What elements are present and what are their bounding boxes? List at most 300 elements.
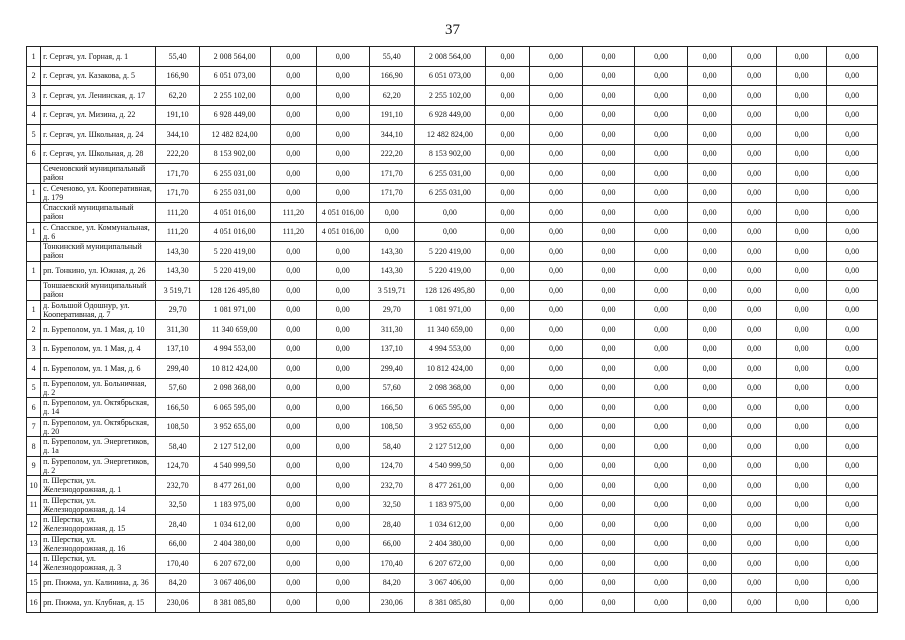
- row-number-cell: 4: [27, 105, 41, 125]
- value-cell: 0,00: [687, 86, 731, 106]
- value-cell: 1 081 971,00: [415, 300, 486, 320]
- value-cell: 0,00: [732, 417, 776, 437]
- value-cell: 62,20: [156, 86, 199, 106]
- value-cell: 0,00: [687, 261, 731, 281]
- value-cell: 6 051 073,00: [415, 66, 486, 86]
- value-cell: 0,00: [732, 573, 776, 593]
- value-cell: 137,10: [156, 339, 199, 359]
- value-cell: 124,70: [156, 456, 199, 476]
- value-cell: 2 255 102,00: [415, 86, 486, 106]
- value-cell: 0,00: [732, 222, 776, 242]
- value-cell: 0,00: [827, 339, 878, 359]
- table-row: [27, 203, 878, 223]
- value-cell: 12 482 824,00: [415, 125, 486, 145]
- table-row: [27, 359, 878, 379]
- value-cell: 0,00: [530, 242, 583, 262]
- value-cell: 6 255 031,00: [199, 164, 270, 184]
- value-cell: 0,00: [635, 554, 688, 574]
- value-cell: 0,00: [530, 515, 583, 535]
- value-cell: 0,00: [317, 183, 370, 203]
- value-cell: 0,00: [582, 534, 635, 554]
- value-cell: 0,00: [530, 437, 583, 457]
- table-row: [27, 456, 878, 476]
- address-cell: п. Шерстки, ул. Железнодорожная, д. 15: [41, 515, 156, 535]
- value-cell: 0,00: [827, 86, 878, 106]
- value-cell: 0,00: [635, 261, 688, 281]
- value-cell: 0,00: [530, 300, 583, 320]
- row-number-cell: 3: [27, 339, 41, 359]
- value-cell: 0,00: [635, 398, 688, 418]
- value-cell: 0,00: [270, 359, 316, 379]
- value-cell: 0,00: [732, 495, 776, 515]
- value-cell: 0,00: [530, 554, 583, 574]
- value-cell: 0,00: [635, 437, 688, 457]
- value-cell: 0,00: [827, 105, 878, 125]
- value-cell: 0,00: [530, 495, 583, 515]
- value-cell: 0,00: [635, 66, 688, 86]
- value-cell: 0,00: [687, 144, 731, 164]
- value-cell: 0,00: [827, 300, 878, 320]
- value-cell: 0,00: [582, 66, 635, 86]
- value-cell: 0,00: [270, 476, 316, 496]
- value-cell: 0,00: [776, 105, 827, 125]
- address-cell: п. Шерстки, ул. Железнодорожная, д. 1: [41, 476, 156, 496]
- value-cell: 0,00: [270, 47, 316, 67]
- value-cell: 0,00: [317, 300, 370, 320]
- row-number-cell: 14: [27, 554, 41, 574]
- address-cell: рп. Пижма, ул. Калинина, д. 36: [41, 573, 156, 593]
- value-cell: 5 220 419,00: [199, 261, 270, 281]
- value-cell: 0,00: [776, 398, 827, 418]
- value-cell: 2 008 564,00: [415, 47, 486, 67]
- value-cell: 0,00: [732, 242, 776, 262]
- table-row: [27, 534, 878, 554]
- value-cell: 0,00: [530, 47, 583, 67]
- value-cell: 0,00: [582, 417, 635, 437]
- value-cell: 0,00: [582, 398, 635, 418]
- value-cell: 232,70: [156, 476, 199, 496]
- value-cell: 32,50: [369, 495, 414, 515]
- value-cell: 0,00: [530, 183, 583, 203]
- value-cell: 2 098 368,00: [199, 378, 270, 398]
- value-cell: 6 255 031,00: [415, 183, 486, 203]
- value-cell: 128 126 495,80: [415, 281, 486, 301]
- value-cell: 222,20: [156, 144, 199, 164]
- value-cell: 0,00: [827, 183, 878, 203]
- value-cell: 0,00: [776, 456, 827, 476]
- value-cell: 230,06: [369, 593, 414, 613]
- table-row: [27, 125, 878, 145]
- address-cell: г. Сергач, ул. Ленинская, д. 17: [41, 86, 156, 106]
- value-cell: 0,00: [687, 300, 731, 320]
- value-cell: 0,00: [776, 242, 827, 262]
- value-cell: 1 183 975,00: [415, 495, 486, 515]
- value-cell: 222,20: [369, 144, 414, 164]
- value-cell: 0,00: [485, 320, 529, 340]
- address-cell: п. Буреполом, ул. 1 Мая, д. 10: [41, 320, 156, 340]
- address-cell: п. Буреполом, ул. 1 Мая, д. 4: [41, 339, 156, 359]
- value-cell: 0,00: [687, 164, 731, 184]
- value-cell: 1 034 612,00: [199, 515, 270, 535]
- value-cell: 0,00: [827, 242, 878, 262]
- value-cell: 0,00: [635, 534, 688, 554]
- value-cell: 0,00: [827, 456, 878, 476]
- value-cell: 0,00: [530, 398, 583, 418]
- value-cell: 0,00: [485, 534, 529, 554]
- table-row: [27, 261, 878, 281]
- value-cell: 2 404 380,00: [199, 534, 270, 554]
- value-cell: 5 220 419,00: [415, 242, 486, 262]
- value-cell: 0,00: [732, 320, 776, 340]
- value-cell: 111,20: [156, 203, 199, 223]
- value-cell: 0,00: [635, 281, 688, 301]
- value-cell: 0,00: [687, 125, 731, 145]
- value-cell: 0,00: [776, 320, 827, 340]
- page-number: 37: [445, 22, 460, 38]
- value-cell: 0,00: [317, 105, 370, 125]
- address-cell: г. Сергач, ул. Горная, д. 1: [41, 47, 156, 67]
- table-row: [27, 242, 878, 262]
- value-cell: 29,70: [156, 300, 199, 320]
- row-number-cell: 6: [27, 144, 41, 164]
- address-cell: Тонкинский муниципальный район: [41, 242, 156, 262]
- value-cell: 0,00: [827, 476, 878, 496]
- value-cell: 0,00: [317, 359, 370, 379]
- value-cell: 8 477 261,00: [415, 476, 486, 496]
- value-cell: 0,00: [582, 593, 635, 613]
- row-number-cell: 10: [27, 476, 41, 496]
- value-cell: 0,00: [582, 261, 635, 281]
- value-cell: 0,00: [485, 242, 529, 262]
- table-row: [27, 183, 878, 203]
- address-cell: Спасский муниципальный район: [41, 203, 156, 223]
- value-cell: 0,00: [635, 47, 688, 67]
- table-body: [27, 47, 878, 613]
- value-cell: 0,00: [530, 320, 583, 340]
- value-cell: 0,00: [776, 593, 827, 613]
- value-cell: 0,00: [687, 476, 731, 496]
- value-cell: 0,00: [270, 398, 316, 418]
- value-cell: 0,00: [317, 144, 370, 164]
- table-row: [27, 281, 878, 301]
- table-row: [27, 437, 878, 457]
- value-cell: 0,00: [530, 593, 583, 613]
- value-cell: 4 540 999,50: [199, 456, 270, 476]
- value-cell: 4 051 016,00: [199, 222, 270, 242]
- value-cell: 137,10: [369, 339, 414, 359]
- value-cell: 0,00: [776, 261, 827, 281]
- table-row: [27, 86, 878, 106]
- value-cell: 3 519,71: [156, 281, 199, 301]
- address-cell: рп. Пижма, ул. Клубная, д. 15: [41, 593, 156, 613]
- value-cell: 0,00: [827, 554, 878, 574]
- value-cell: 28,40: [156, 515, 199, 535]
- value-cell: 2 255 102,00: [199, 86, 270, 106]
- value-cell: 0,00: [369, 222, 414, 242]
- value-cell: 0,00: [317, 593, 370, 613]
- value-cell: 6 928 449,00: [415, 105, 486, 125]
- value-cell: 6 255 031,00: [415, 164, 486, 184]
- value-cell: 0,00: [776, 66, 827, 86]
- address-cell: п. Шерстки, ул. Железнодорожная, д. 14: [41, 495, 156, 515]
- value-cell: 0,00: [687, 515, 731, 535]
- row-number-cell: 13: [27, 534, 41, 554]
- table-row: [27, 515, 878, 535]
- value-cell: 171,70: [369, 183, 414, 203]
- value-cell: 143,30: [156, 242, 199, 262]
- address-cell: п. Буреполом, ул. Октябрьская, д. 14: [41, 398, 156, 418]
- value-cell: 0,00: [317, 515, 370, 535]
- address-cell: д. Большой Одошнур, ул. Кооперативная, д. 7: [41, 300, 156, 320]
- value-cell: 344,10: [156, 125, 199, 145]
- value-cell: 0,00: [485, 378, 529, 398]
- value-cell: 0,00: [827, 417, 878, 437]
- value-cell: 0,00: [827, 398, 878, 418]
- value-cell: 170,40: [156, 554, 199, 574]
- value-cell: 0,00: [270, 66, 316, 86]
- value-cell: 8 381 085,80: [199, 593, 270, 613]
- value-cell: 2 008 564,00: [199, 47, 270, 67]
- value-cell: 57,60: [156, 378, 199, 398]
- value-cell: 0,00: [635, 495, 688, 515]
- value-cell: 11 340 659,00: [415, 320, 486, 340]
- value-cell: 0,00: [732, 378, 776, 398]
- row-number-cell: 16: [27, 593, 41, 613]
- value-cell: 0,00: [635, 320, 688, 340]
- value-cell: 0,00: [317, 417, 370, 437]
- table-row: [27, 593, 878, 613]
- value-cell: 0,00: [687, 281, 731, 301]
- value-cell: 0,00: [270, 456, 316, 476]
- value-cell: 6 928 449,00: [199, 105, 270, 125]
- value-cell: 0,00: [732, 339, 776, 359]
- value-cell: 0,00: [687, 398, 731, 418]
- value-cell: 0,00: [635, 417, 688, 437]
- address-cell: п. Буреполом, ул. Октябрьская, д. 20: [41, 417, 156, 437]
- value-cell: 3 067 406,00: [199, 573, 270, 593]
- value-cell: 0,00: [776, 164, 827, 184]
- value-cell: 0,00: [635, 339, 688, 359]
- value-cell: 0,00: [687, 66, 731, 86]
- value-cell: 84,20: [369, 573, 414, 593]
- value-cell: 0,00: [270, 515, 316, 535]
- value-cell: 0,00: [317, 164, 370, 184]
- value-cell: 0,00: [485, 495, 529, 515]
- value-cell: 0,00: [530, 222, 583, 242]
- value-cell: 0,00: [582, 359, 635, 379]
- value-cell: 0,00: [582, 437, 635, 457]
- value-cell: 1 183 975,00: [199, 495, 270, 515]
- row-number-cell: 3: [27, 86, 41, 106]
- value-cell: 0,00: [582, 300, 635, 320]
- value-cell: 4 994 553,00: [199, 339, 270, 359]
- value-cell: 8 153 902,00: [415, 144, 486, 164]
- value-cell: 0,00: [732, 456, 776, 476]
- table-row: [27, 144, 878, 164]
- value-cell: 3 067 406,00: [415, 573, 486, 593]
- value-cell: 0,00: [582, 125, 635, 145]
- value-cell: 0,00: [776, 554, 827, 574]
- value-cell: 0,00: [317, 534, 370, 554]
- address-cell: п. Буреполом, ул. 1 Мая, д. 6: [41, 359, 156, 379]
- value-cell: 0,00: [827, 359, 878, 379]
- value-cell: 0,00: [270, 554, 316, 574]
- value-cell: 0,00: [317, 339, 370, 359]
- value-cell: 0,00: [635, 593, 688, 613]
- address-cell: п. Шерстки, ул. Железнодорожная, д. 3: [41, 554, 156, 574]
- row-number-cell: 8: [27, 437, 41, 457]
- value-cell: 0,00: [776, 300, 827, 320]
- value-cell: 0,00: [827, 515, 878, 535]
- value-cell: 0,00: [530, 164, 583, 184]
- value-cell: 57,60: [369, 378, 414, 398]
- value-cell: 3 952 655,00: [415, 417, 486, 437]
- value-cell: 0,00: [485, 183, 529, 203]
- row-number-cell: [27, 281, 41, 301]
- value-cell: 0,00: [732, 515, 776, 535]
- value-cell: 0,00: [827, 66, 878, 86]
- value-cell: 28,40: [369, 515, 414, 535]
- value-cell: 0,00: [732, 261, 776, 281]
- value-cell: 0,00: [776, 476, 827, 496]
- value-cell: 0,00: [635, 378, 688, 398]
- value-cell: 0,00: [270, 300, 316, 320]
- row-number-cell: 15: [27, 573, 41, 593]
- value-cell: 0,00: [582, 203, 635, 223]
- value-cell: 0,00: [732, 144, 776, 164]
- value-cell: 124,70: [369, 456, 414, 476]
- value-cell: 0,00: [270, 495, 316, 515]
- row-number-cell: 6: [27, 398, 41, 418]
- value-cell: 0,00: [687, 339, 731, 359]
- value-cell: 0,00: [582, 222, 635, 242]
- value-cell: 0,00: [369, 203, 414, 223]
- value-cell: 0,00: [530, 573, 583, 593]
- value-cell: 0,00: [530, 417, 583, 437]
- row-number-cell: [27, 164, 41, 184]
- value-cell: 6 051 073,00: [199, 66, 270, 86]
- value-cell: 0,00: [485, 515, 529, 535]
- value-cell: 2 127 512,00: [199, 437, 270, 457]
- value-cell: 0,00: [485, 261, 529, 281]
- value-cell: 66,00: [369, 534, 414, 554]
- value-cell: 0,00: [530, 534, 583, 554]
- value-cell: 0,00: [776, 339, 827, 359]
- value-cell: 0,00: [485, 339, 529, 359]
- value-cell: 0,00: [776, 359, 827, 379]
- value-cell: 171,70: [369, 164, 414, 184]
- value-cell: 6 207 672,00: [199, 554, 270, 574]
- value-cell: 0,00: [317, 495, 370, 515]
- value-cell: 0,00: [732, 437, 776, 457]
- value-cell: 0,00: [827, 125, 878, 145]
- value-cell: 108,50: [369, 417, 414, 437]
- value-cell: 0,00: [485, 300, 529, 320]
- value-cell: 0,00: [732, 359, 776, 379]
- value-cell: 0,00: [635, 183, 688, 203]
- value-cell: 0,00: [732, 66, 776, 86]
- value-cell: 6 207 672,00: [415, 554, 486, 574]
- row-number-cell: 1: [27, 47, 41, 67]
- table-row: [27, 66, 878, 86]
- value-cell: 170,40: [369, 554, 414, 574]
- value-cell: 0,00: [732, 164, 776, 184]
- value-cell: 55,40: [369, 47, 414, 67]
- value-cell: 10 812 424,00: [415, 359, 486, 379]
- value-cell: 0,00: [827, 144, 878, 164]
- address-cell: с. Спасское, ул. Коммунальная, д. 6: [41, 222, 156, 242]
- value-cell: 0,00: [827, 47, 878, 67]
- row-number-cell: 5: [27, 378, 41, 398]
- value-cell: 111,20: [270, 222, 316, 242]
- value-cell: 4 540 999,50: [415, 456, 486, 476]
- value-cell: 0,00: [317, 320, 370, 340]
- value-cell: 0,00: [687, 359, 731, 379]
- value-cell: 0,00: [317, 378, 370, 398]
- value-cell: 0,00: [270, 125, 316, 145]
- value-cell: 0,00: [635, 456, 688, 476]
- value-cell: 0,00: [732, 47, 776, 67]
- value-cell: 0,00: [485, 476, 529, 496]
- value-cell: 311,30: [369, 320, 414, 340]
- value-cell: 0,00: [687, 203, 731, 223]
- value-cell: 0,00: [635, 144, 688, 164]
- value-cell: 4 051 016,00: [317, 203, 370, 223]
- value-cell: 0,00: [530, 125, 583, 145]
- value-cell: 0,00: [827, 593, 878, 613]
- value-cell: 0,00: [485, 66, 529, 86]
- value-cell: 2 404 380,00: [415, 534, 486, 554]
- value-cell: 0,00: [582, 105, 635, 125]
- value-cell: 299,40: [156, 359, 199, 379]
- value-cell: 29,70: [369, 300, 414, 320]
- value-cell: 0,00: [687, 456, 731, 476]
- value-cell: 0,00: [485, 164, 529, 184]
- value-cell: 84,20: [156, 573, 199, 593]
- value-cell: 0,00: [776, 573, 827, 593]
- value-cell: 111,20: [270, 203, 316, 223]
- value-cell: 4 051 016,00: [199, 203, 270, 223]
- value-cell: 0,00: [635, 164, 688, 184]
- value-cell: 0,00: [582, 456, 635, 476]
- value-cell: 0,00: [827, 573, 878, 593]
- value-cell: 0,00: [270, 183, 316, 203]
- value-cell: 0,00: [530, 476, 583, 496]
- value-cell: 0,00: [827, 320, 878, 340]
- value-cell: 62,20: [369, 86, 414, 106]
- value-cell: 66,00: [156, 534, 199, 554]
- value-cell: 0,00: [776, 125, 827, 145]
- row-number-cell: 2: [27, 66, 41, 86]
- value-cell: 0,00: [635, 515, 688, 535]
- value-cell: 0,00: [732, 203, 776, 223]
- value-cell: 0,00: [776, 437, 827, 457]
- value-cell: 0,00: [317, 66, 370, 86]
- value-cell: 0,00: [270, 261, 316, 281]
- value-cell: 0,00: [582, 144, 635, 164]
- value-cell: 0,00: [582, 476, 635, 496]
- value-cell: 0,00: [270, 573, 316, 593]
- value-cell: 0,00: [582, 183, 635, 203]
- value-cell: 311,30: [156, 320, 199, 340]
- value-cell: 0,00: [827, 495, 878, 515]
- value-cell: 0,00: [317, 573, 370, 593]
- value-cell: 0,00: [776, 281, 827, 301]
- row-number-cell: 2: [27, 320, 41, 340]
- value-cell: 0,00: [530, 105, 583, 125]
- value-cell: 5 220 419,00: [199, 242, 270, 262]
- value-cell: 0,00: [635, 203, 688, 223]
